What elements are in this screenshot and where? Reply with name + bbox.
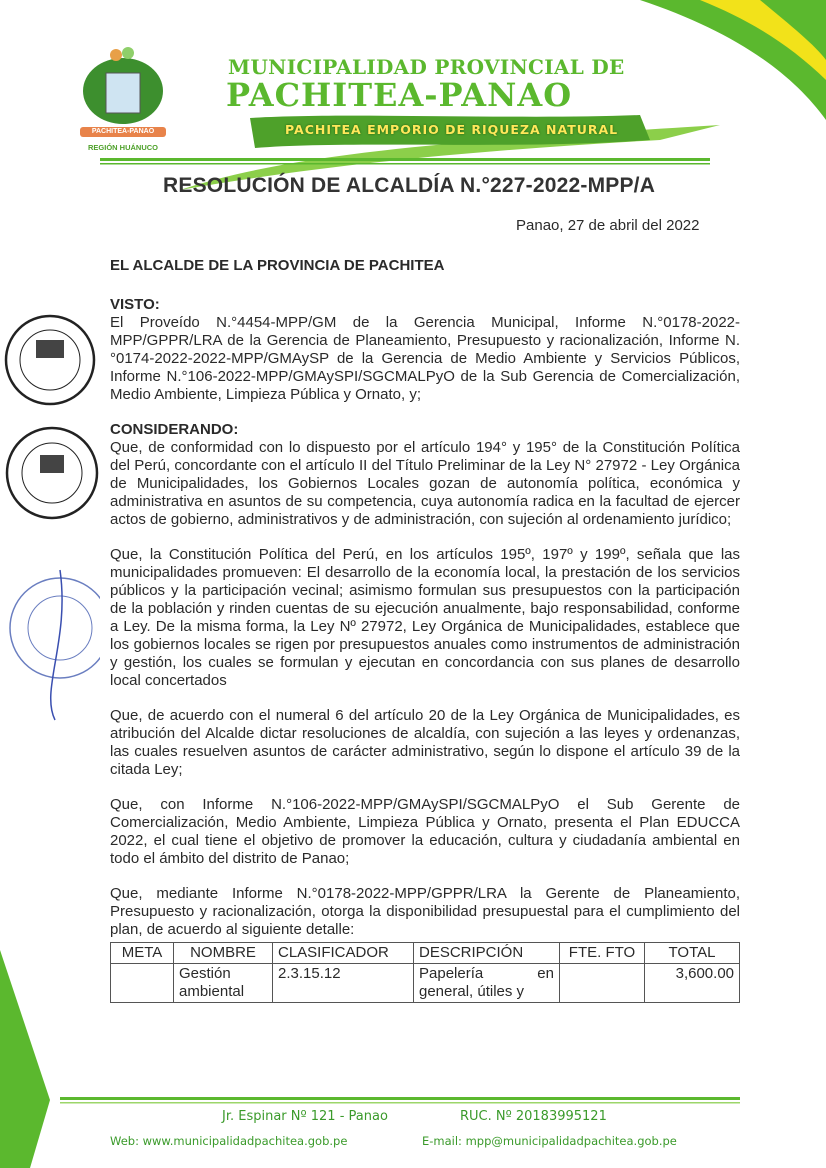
official-seals	[0, 310, 100, 730]
cell-total: 3,600.00	[645, 964, 740, 1003]
cell-clasificador: 2.3.15.12	[273, 964, 414, 1003]
footer-web[interactable]: Web: www.municipalidadpachitea.gob.pe	[110, 1134, 348, 1148]
authority-heading: EL ALCALDE DE LA PROVINCIA DE PACHITEA	[110, 257, 445, 274]
logo-region: REGIÓN HUÁNUCO	[87, 143, 158, 152]
footer-ruc: RUC. Nº 20183995121	[460, 1109, 607, 1124]
org-name-line2: PACHITEA-PANAO	[226, 76, 573, 114]
col-header: TOTAL	[645, 943, 740, 964]
visto-heading: VISTO:	[110, 296, 160, 313]
seal-gerencia-municipal	[7, 428, 97, 518]
seal-alcaldia	[6, 316, 94, 404]
col-header: CLASIFICADOR	[273, 943, 414, 964]
seal-asesoria-legal	[10, 570, 100, 720]
org-name-line1: MUNICIPALIDAD PROVINCIAL DE	[228, 55, 625, 79]
considerando-paragraph: Que, de acuerdo con el numeral 6 del artículo 20 de la Ley Orgánica de Municipalidades, es atribución del Alcalde dictar resoluciones de alcaldía, con sujeción a las leyes y ordenanzas, las cuales resuelven asuntos de carácter administrativo, según lo dispone el artículo 39 de la citada Ley;	[110, 707, 740, 778]
col-header: NOMBRE	[174, 943, 273, 964]
logo-banner: PACHITEA-PANAO	[80, 127, 166, 137]
cell-nombre: Gestión ambiental	[174, 964, 273, 1003]
considerando-paragraph: Que, la Constitución Política del Perú, en los artículos 195º, 197º y 199º, señala que las municipalidades promueven: El desarrollo de la economía local, la prestación de los servicios públicos y la participación vecinal; asimismo formulan sus presupuestos con la participación de la población y rinden cuentas de su ejecución anualmente, bajo responsabilidad, conforme a Ley. De la misma forma, la Ley Nº 27972, Ley Orgánica de Municipalidades, establece que los gobiernos locales se rigen por presupuestos anuales como instrumentos de administración y gestión, los cuales se formulan y ejecutan en concordancia con sus planes de desarrollo local concertados	[110, 546, 740, 689]
footer-email[interactable]: E-mail: mpp@municipalidadpachitea.gob.pe	[422, 1134, 677, 1148]
visto-text: El Proveído N.°4454-MPP/GM de la Gerencia Municipal, Informe N.°0178-2022-MPP/GPPR/LRA de la Gerencia de Planeamiento, Presupuesto y racionalización, Informe N.°0174-2022-2022-MPP/GMAySP de la Gerencia de Medio Ambiente y Servicios Públicos, Informe N.°106-2022-MPP/GMAySPI/SGCMALPyO de la Sub Gerencia de Comercialización, Medio Ambiente, Limpieza Pública y Ornato, y;	[110, 314, 740, 403]
col-header: FTE. FTO	[560, 943, 645, 964]
cell-descripcion: Papelería en general, útiles y	[414, 964, 560, 1003]
considerando-paragraph: Que, con Informe N.°106-2022-MPP/GMAySPI/SGCMALPyO el Sub Gerente de Comercialización, Medio Ambiente, Limpieza Pública y Ornato, presenta el Plan EDUCCA 2022, el cual tiene el objetivo de promover la educación, cultura y ciudadanía ambiental en todo el ámbito del distrito de Panao;	[110, 796, 740, 867]
footer-address: Jr. Espinar Nº 121 - Panao	[222, 1109, 388, 1124]
org-motto: PACHITEA EMPORIO DE RIQUEZA NATURAL	[285, 122, 619, 137]
col-header: META	[111, 943, 174, 964]
document-date: Panao, 27 de abril del 2022	[516, 217, 700, 234]
document-body	[110, 296, 740, 1003]
considerando-heading: CONSIDERANDO:	[110, 421, 239, 438]
col-header: DESCRIPCIÓN	[414, 943, 560, 964]
resolution-title: RESOLUCIÓN DE ALCALDÍA N.°227-2022-MPP/A	[163, 174, 656, 197]
considerando-paragraph: Que, de conformidad con lo dispuesto por el artículo 194° y 195° de la Constitución Política del Perú, concordante con el artículo II del Título Preliminar de la Ley N° 27972 - Ley Orgánica de Municipalidades, los Gobiernos Locales gozan de autonomía política, económica y administrativa en asuntos de su competencia, cuya autonomía radica en la facultad de ejercer actos de gobierno, administrativos y de administración, con sujeción al ordenamiento jurídico;	[110, 439, 740, 528]
municipal-crest-logo	[78, 45, 168, 155]
considerando-paragraph: Que, mediante Informe N.°0178-2022-MPP/GPPR/LRA la Gerente de Planeamiento, Presupuesto y racionalización, otorga la disponibilidad presupuestal para el cumplimiento del plan, de acuerdo al siguiente detalle:	[110, 885, 740, 938]
